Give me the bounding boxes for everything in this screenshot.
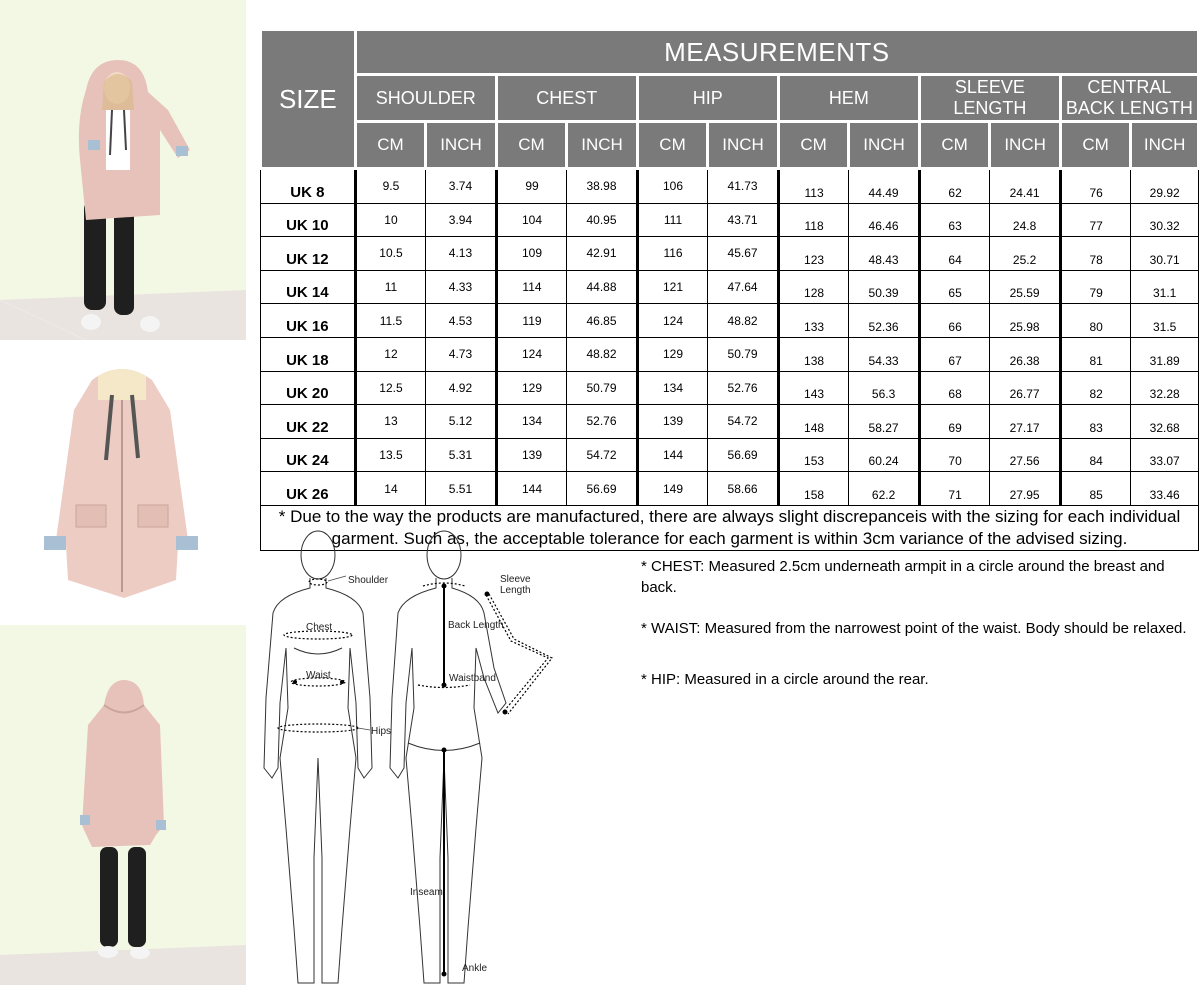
measurement-cell: 139 (496, 438, 567, 472)
measurement-cell: 3.74 (426, 169, 497, 204)
measurement-cell: 119 (496, 304, 567, 338)
measurement-cell: 4.53 (426, 304, 497, 338)
measurement-cell: 30.32 (1131, 203, 1199, 237)
measurement-cell: 99 (496, 169, 567, 204)
measurement-cell: 5.31 (426, 438, 497, 472)
unit-header-inch: INCH (567, 122, 638, 169)
size-row (261, 270, 1199, 304)
unit-header-inch: INCH (1131, 122, 1199, 169)
group-header-central-back-line2: BACK LENGTH (1065, 98, 1193, 118)
note-hip: * HIP: Measured in a circle around the rear. (641, 671, 929, 688)
measurement-cell: 116 (637, 237, 708, 271)
product-photo-back (0, 625, 246, 985)
measurement-cell: 67 (919, 337, 990, 371)
measurement-cell: 38.98 (567, 169, 638, 204)
measurement-cell: 56.69 (567, 472, 638, 506)
measurement-cell: 118 (778, 203, 849, 237)
unit-header-cm: CM (637, 122, 708, 169)
measurement-cell: 134 (637, 371, 708, 405)
unit-header-cm: CM (355, 122, 426, 169)
measurement-cell: 129 (496, 371, 567, 405)
measurement-cell: 32.68 (1131, 405, 1199, 439)
measurement-cell: 44.88 (567, 270, 638, 304)
measurement-cell: 65 (919, 270, 990, 304)
measurement-cell: 52.36 (849, 304, 920, 338)
unit-header-cm: CM (919, 122, 990, 169)
measurement-cell: 58.66 (708, 472, 779, 506)
measurement-cell: 31.5 (1131, 304, 1199, 338)
unit-header-inch: INCH (849, 122, 920, 169)
sizing-disclaimer: * Due to the way the products are manufactured, there are always slight discrepanceis with the sizing for each individual garment. Such as, the acceptable tolerance for each garment is within 3cm variance of the advised sizing. (261, 505, 1199, 550)
measurement-cell: 40.95 (567, 203, 638, 237)
measurement-cell: 45.67 (708, 237, 779, 271)
size-label: UK 26 (261, 472, 356, 506)
label-chest: Chest (306, 622, 333, 633)
measurement-cell: 139 (637, 405, 708, 439)
measurement-cell: 138 (778, 337, 849, 371)
size-label: UK 20 (261, 371, 356, 405)
measurement-cell: 78 (1060, 237, 1131, 271)
measurement-cell: 104 (496, 203, 567, 237)
unit-header-cm: CM (778, 122, 849, 169)
group-header-shoulder: SHOULDER (355, 75, 496, 122)
label-shoulder: Shoulder (348, 575, 389, 586)
measurement-cell: 64 (919, 237, 990, 271)
measurement-cell: 27.95 (990, 472, 1061, 506)
label-sleeve-length-line2: Length (500, 585, 531, 596)
measurement-cell: 60.24 (849, 438, 920, 472)
measurement-cell: 109 (496, 237, 567, 271)
measurement-cell: 123 (778, 237, 849, 271)
group-header-hem: HEM (778, 75, 919, 122)
group-header-chest: CHEST (496, 75, 637, 122)
measurement-cell: 42.91 (567, 237, 638, 271)
measurement-cell: 48.82 (708, 304, 779, 338)
measurement-cell: 24.8 (990, 203, 1061, 237)
measurement-cell: 27.17 (990, 405, 1061, 439)
measurement-cell: 12.5 (355, 371, 426, 405)
size-label: UK 16 (261, 304, 356, 338)
measurement-cell: 9.5 (355, 169, 426, 204)
size-row (261, 438, 1199, 472)
label-back-length: Back Length (448, 620, 504, 631)
measurement-cell: 106 (637, 169, 708, 204)
measurement-cell: 47.64 (708, 270, 779, 304)
measurement-cell: 111 (637, 203, 708, 237)
measurement-cell: 158 (778, 472, 849, 506)
size-row (261, 337, 1199, 371)
measurement-cell: 62 (919, 169, 990, 204)
note-chest: * CHEST: Measured 2.5cm underneath armpit in a circle around the breast and back. (641, 558, 1165, 596)
measurement-cell: 4.33 (426, 270, 497, 304)
measurement-cell: 124 (637, 304, 708, 338)
measurement-cell: 3.94 (426, 203, 497, 237)
measurement-cell: 10.5 (355, 237, 426, 271)
measurement-cell: 11 (355, 270, 426, 304)
measurement-cell: 30.71 (1131, 237, 1199, 271)
measurement-cell: 26.38 (990, 337, 1061, 371)
measurement-cell: 31.89 (1131, 337, 1199, 371)
measurements-title: MEASUREMENTS (355, 30, 1198, 75)
measurement-diagram (258, 528, 558, 988)
size-row (261, 304, 1199, 338)
group-header-central-back-line1: CENTRAL (1087, 77, 1172, 97)
size-label: UK 14 (261, 270, 356, 304)
group-header-hip: HIP (637, 75, 778, 122)
measurement-cell: 50.39 (849, 270, 920, 304)
measurement-cell: 31.1 (1131, 270, 1199, 304)
measurement-cell: 143 (778, 371, 849, 405)
measurement-cell: 80 (1060, 304, 1131, 338)
measurement-cell: 25.59 (990, 270, 1061, 304)
measurement-cell: 27.56 (990, 438, 1061, 472)
measurement-cell: 54.72 (567, 438, 638, 472)
measurement-cell: 48.82 (567, 337, 638, 371)
size-label: UK 22 (261, 405, 356, 439)
label-waistband: Waistband (449, 673, 496, 684)
measurement-cell: 144 (496, 472, 567, 506)
measurement-cell: 69 (919, 405, 990, 439)
measurement-cell: 71 (919, 472, 990, 506)
size-row (261, 405, 1199, 439)
measurement-cell: 56.3 (849, 371, 920, 405)
measurement-cell: 33.07 (1131, 438, 1199, 472)
measurement-cell: 144 (637, 438, 708, 472)
measurement-cell: 133 (778, 304, 849, 338)
measurement-cell: 76 (1060, 169, 1131, 204)
measurement-cell: 54.72 (708, 405, 779, 439)
measurement-cell: 81 (1060, 337, 1131, 371)
measurement-cell: 134 (496, 405, 567, 439)
size-chart-table (259, 28, 1200, 551)
group-header-sleeve-length: SLEEVE LENGTH (919, 75, 1060, 122)
measurement-cell: 129 (637, 337, 708, 371)
size-row (261, 472, 1199, 506)
measurement-cell: 84 (1060, 438, 1131, 472)
measurement-cell: 43.71 (708, 203, 779, 237)
measurement-cell: 41.73 (708, 169, 779, 204)
measurement-cell: 48.43 (849, 237, 920, 271)
measurement-cell: 66 (919, 304, 990, 338)
measurement-cell: 10 (355, 203, 426, 237)
measurement-cell: 4.13 (426, 237, 497, 271)
size-rows (261, 169, 1199, 506)
measurement-cell: 79 (1060, 270, 1131, 304)
measurement-cell: 13 (355, 405, 426, 439)
unit-header-inch: INCH (708, 122, 779, 169)
measurement-cell: 26.77 (990, 371, 1061, 405)
size-label: UK 8 (261, 169, 356, 204)
measurement-cell: 114 (496, 270, 567, 304)
measurement-notes (641, 556, 1191, 710)
label-inseam: Inseam (410, 887, 443, 898)
measurement-cell: 128 (778, 270, 849, 304)
measurement-cell: 148 (778, 405, 849, 439)
group-header-central-back-length (1060, 75, 1198, 122)
label-ankle: Ankle (462, 963, 488, 974)
measurement-cell: 63 (919, 203, 990, 237)
measurement-cell: 13.5 (355, 438, 426, 472)
product-photo-flat (0, 340, 246, 625)
measurement-cell: 14 (355, 472, 426, 506)
size-label: UK 10 (261, 203, 356, 237)
size-row (261, 237, 1199, 271)
size-label: UK 24 (261, 438, 356, 472)
measurement-cell: 50.79 (567, 371, 638, 405)
measurement-cell: 29.92 (1131, 169, 1199, 204)
unit-header-inch: INCH (426, 122, 497, 169)
label-sleeve-length-line1: Sleeve (500, 574, 531, 585)
measurement-cell: 52.76 (708, 371, 779, 405)
measurement-cell: 70 (919, 438, 990, 472)
size-header: SIZE (261, 30, 356, 169)
measurement-cell: 46.85 (567, 304, 638, 338)
unit-header-cm: CM (1060, 122, 1131, 169)
measurement-cell: 113 (778, 169, 849, 204)
measurement-cell: 12 (355, 337, 426, 371)
measurement-cell: 82 (1060, 371, 1131, 405)
measurement-cell: 153 (778, 438, 849, 472)
measurement-cell: 5.12 (426, 405, 497, 439)
measurement-cell: 11.5 (355, 304, 426, 338)
measurement-cell: 68 (919, 371, 990, 405)
measurement-cell: 56.69 (708, 438, 779, 472)
note-waist: * WAIST: Measured from the narrowest point of the waist. Body should be relaxed. (641, 620, 1187, 637)
measurement-cell: 124 (496, 337, 567, 371)
size-label: UK 12 (261, 237, 356, 271)
measurement-cell: 44.49 (849, 169, 920, 204)
measurement-cell: 32.28 (1131, 371, 1199, 405)
measurement-cell: 4.73 (426, 337, 497, 371)
size-row (261, 371, 1199, 405)
measurement-cell: 77 (1060, 203, 1131, 237)
unit-header-cm: CM (496, 122, 567, 169)
measurement-cell: 149 (637, 472, 708, 506)
measurement-cell: 54.33 (849, 337, 920, 371)
measurement-cell: 5.51 (426, 472, 497, 506)
measurement-cell: 25.98 (990, 304, 1061, 338)
measurement-cell: 58.27 (849, 405, 920, 439)
measurement-cell: 83 (1060, 405, 1131, 439)
measurement-cell: 52.76 (567, 405, 638, 439)
measurement-cell: 62.2 (849, 472, 920, 506)
size-row (261, 203, 1199, 237)
measurement-cell: 4.92 (426, 371, 497, 405)
measurement-cell: 85 (1060, 472, 1131, 506)
measurement-cell: 33.46 (1131, 472, 1199, 506)
measurement-cell: 25.2 (990, 237, 1061, 271)
size-label: UK 18 (261, 337, 356, 371)
unit-header-inch: INCH (990, 122, 1061, 169)
label-waist: Waist (306, 670, 331, 681)
measurement-cell: 46.46 (849, 203, 920, 237)
product-photo-front (0, 0, 246, 340)
measurement-cell: 24.41 (990, 169, 1061, 204)
measurement-cell: 121 (637, 270, 708, 304)
label-hips: Hips (371, 726, 392, 737)
size-row (261, 169, 1199, 204)
measurement-cell: 50.79 (708, 337, 779, 371)
